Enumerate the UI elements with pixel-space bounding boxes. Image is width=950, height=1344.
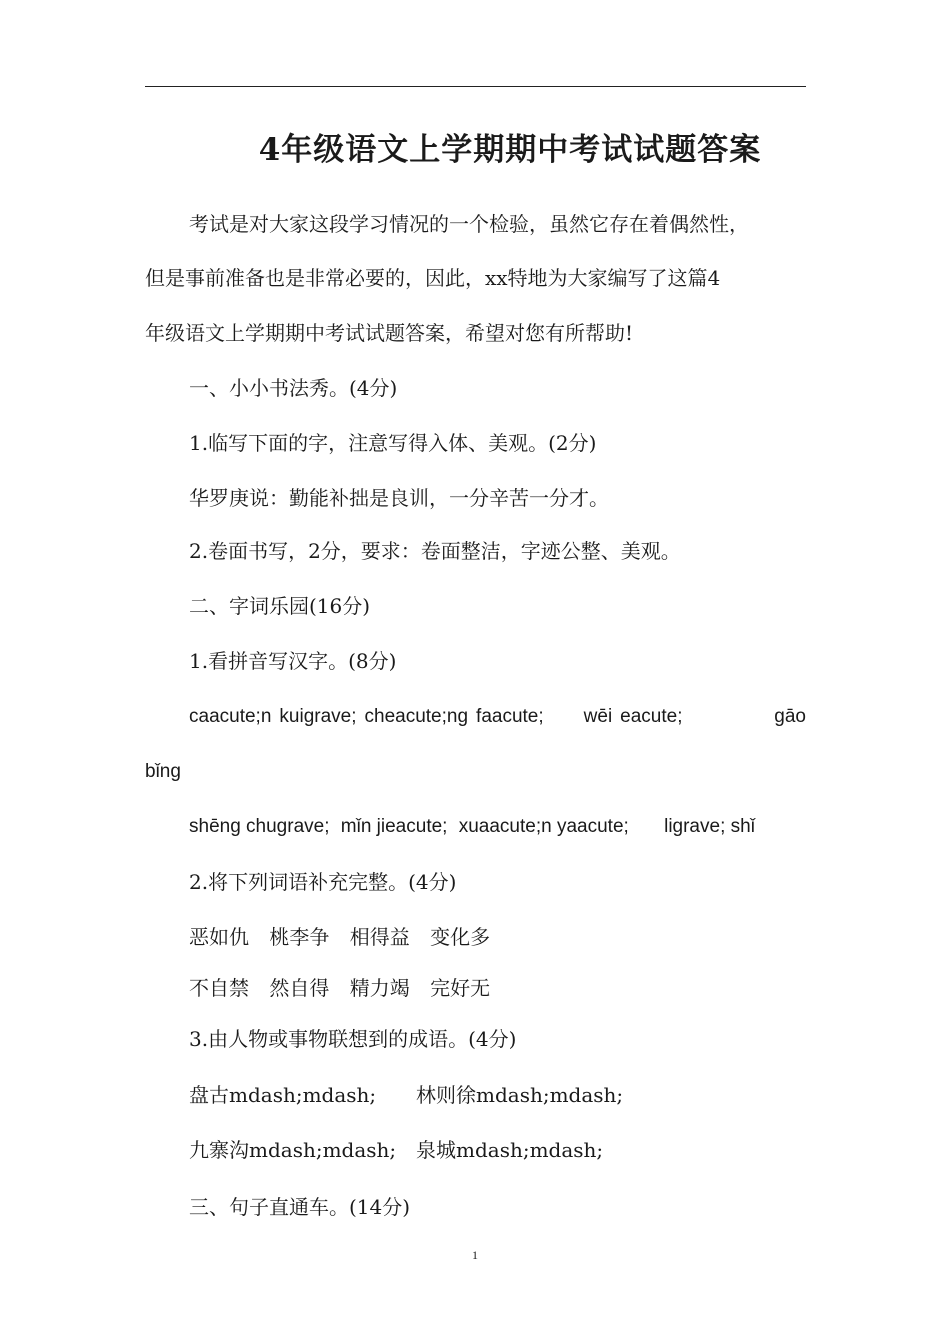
pinyin-item: ligrave; shǐ — [664, 816, 755, 837]
section3-heading: 三、句子直通车。(14分) — [189, 1195, 411, 1219]
word-blank: 相得益 — [349, 925, 410, 949]
pinyin-row-2 — [189, 813, 755, 841]
assoc-item: 九寨沟mdash;mdash; — [189, 1138, 397, 1162]
pinyin-item: wēi — [583, 706, 613, 727]
assoc-item: 泉城mdash;mdash; — [416, 1138, 604, 1162]
pinyin-item: eacute; — [620, 706, 683, 727]
intro-line-1 — [189, 210, 806, 238]
assoc-item: 林则徐mdash;mdash; — [416, 1083, 624, 1107]
section2-question-3: 3.由人物或事物联想到的成语。(4分) — [189, 1027, 517, 1051]
word-blank: 精力竭 — [349, 976, 410, 1000]
section1-heading: 一、小小书法秀。(4分) — [189, 376, 398, 400]
intro-line-3: 年级语文上学期期中考试试题答案，希望对您有所帮助! — [145, 321, 634, 345]
section1-question-1: 1.临写下面的字，注意写得入体、美观。(2分) — [189, 431, 597, 455]
pinyin-item: cheacute;ng — [364, 706, 469, 727]
word-blank: 桃李争 — [269, 925, 330, 949]
assoc-row-2 — [189, 1136, 604, 1164]
assoc-row-1 — [189, 1081, 624, 1109]
intro-line-1-text: 考试是对大家这段学习情况的一个检验，虽然它存在着偶然性， — [189, 212, 749, 236]
intro-line-2: 但是事前准备也是非常必要的，因此，xx特地为大家编写了这篇4 — [145, 266, 721, 290]
pinyin-item: shēng chugrave; — [189, 816, 330, 837]
word-blank: 不自禁 — [189, 976, 249, 1000]
word-blank: 然自得 — [269, 976, 330, 1000]
word-blank: 变化多 — [430, 925, 491, 949]
section2-question-1: 1.看拼音写汉字。(8分) — [189, 649, 397, 673]
word-blank: 恶如仇 — [189, 925, 249, 949]
section1-copy-text: 华罗庚说：勤能补拙是良训，一分辛苦一分才。 — [189, 486, 609, 510]
pinyin-item: caacute;n — [189, 706, 272, 727]
section1-question-2: 2.卷面书写，2分，要求：卷面整洁，字迹公整、美观。 — [189, 539, 681, 563]
section2-heading: 二、字词乐园(16分) — [189, 594, 371, 618]
pinyin-item: xuaacute;n yaacute; — [458, 816, 629, 837]
assoc-item: 盘古mdash;mdash; — [189, 1083, 377, 1107]
pinyin-item: mǐn jieacute; — [340, 816, 448, 837]
pinyin-item: gāo — [774, 706, 806, 727]
pinyin-item: kuigrave; — [279, 706, 357, 727]
section2-question-2: 2.将下列词语补充完整。(4分) — [189, 870, 457, 894]
words-row-2 — [189, 974, 490, 1002]
pinyin-row-1 — [189, 703, 806, 731]
document-title: 4年级语文上学期期中考试试题答案 — [258, 132, 762, 168]
page-number: 1 — [472, 1248, 478, 1262]
pinyin-item: faacute; — [476, 706, 544, 727]
pinyin-row-1-wrap: bǐng — [145, 761, 181, 782]
words-row-1 — [189, 923, 490, 951]
header-rule — [145, 86, 806, 87]
word-blank: 完好无 — [430, 976, 491, 1000]
